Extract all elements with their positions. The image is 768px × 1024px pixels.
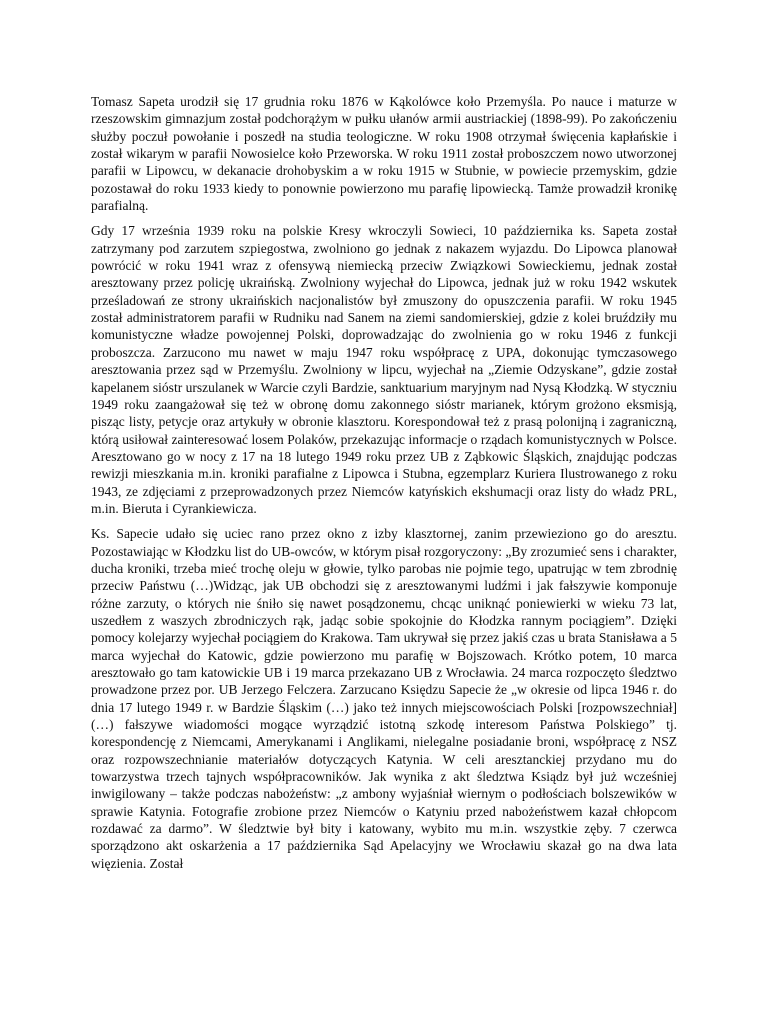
paragraph-biography: Tomasz Sapeta urodził się 17 grudnia roku 1876 w Kąkolówce koło Przemyśla. Po nauce i maturze w rzeszowskim gimnazjum został podchorążym w pułku ułanów armii austriackiej (1898-99). Po zakończeniu służby poczuł powołanie i poszedł na studia teologiczne. W roku 1908 otrzymał święcenia kapłańskie i został wikarym w parafii Nowosielce koło Przeworska. W roku 1911 został proboszczem nowo utworzonej parafii w Lipowcu, w dekanacie drohobyskim a w roku 1915 w Stubnie, w powiecie przemyskim, gdzie pozostawał do roku 1933 kiedy to ponownie powierzono mu parafię lipowiecką. Tamże prowadził kronikę parafialną.: [91, 94, 677, 214]
paragraph-escape-and-trial: Ks. Sapecie udało się uciec rano przez okno z izby klasztornej, zanim przewieziono go do aresztu. Pozostawiając w Kłodzku list do UB-owców, w którym pisał rozgoryczony: „By zrozumieć sens i charakter, ducha kroniki, trzeba mieć trochę oleju w głowie, tylko parobas nie pojmie tego, upatrując w tem zbrodnię przeciw Państwu (…)Widząc, jak UB obchodzi się z aresztowanymi ludźmi i jak fałszywie komponuje różne zarzuty, o których nie śniło się nawet posądzonemu, chcąc uniknąć poniewierki w wieku 73 lat, uszedłem z waszych zbrodniczych rąk, jadąc sobie spokojnie do Kłodzka rannym pociągiem”. Dzięki pomocy kolejarzy wyjechał pociągiem do Krakowa. Tam ukrywał się przez jakiś czas u brata Stanisława a 5 marca wyjechał do Katowic, gdzie powierzono mu parafię w Bojszowach. Krótko potem, 10 marca aresztowało go tam katowickie UB i 19 marca przekazano UB z Wrocławia. 24 marca rozpoczęto śledztwo prowadzone przez por. UB Jerzego Felczera. Zarzucano Księdzu Sapecie że „w okresie od lipca 1946 r. do dnia 17 lutego 1949 r. w Bardzie Śląskim (…) jako też innych miejscowościach Polski [rozpowszechniał] (…) fałszywe wiadomości mogące wyrządzić istotną szkodę interesom Państwa Polskiego” tj. korespondencję z Niemcami, Amerykanami i Anglikami, nielegalne posiadanie broni, współpracę z NSZ oraz rozpowszechnianie materiałów dotyczących Katynia. W celi aresztanckiej przydano mu do towarzystwa trzech tajnych współpracowników. Jak wynika z akt śledztwa Ksiądz był już wcześniej inwigilowany – także podczas nabożeństw: „z ambony wyjaśniał wiernym o podłościach bolszewików w sprawie Katynia. Fotografie zrobione przez Niemców o Katyniu przed nabożeństwem kazał chłopcom rozdawać za darmo”. W śledztwie był bity i katowany, wybito mu m.in. wszystkie zęby. 7 czerwca sporządzono akt oskarżenia a 17 października Sąd Apelacyjny we Wrocławiu skazał go na dwa lata więzienia. Został: [91, 526, 677, 871]
paragraph-soviet-occupation: Gdy 17 września 1939 roku na polskie Kresy wkroczyli Sowieci, 10 października ks. Sapeta został zatrzymany pod zarzutem szpiegostwa, zwolniono go jednak z nakazem wyjazdu. Do Lipowca planował powrócić w roku 1941 wraz z ofensywą niemiecką przeciw Związkowi Sowieckiemu, jednak został aresztowany przez policję ukraińską. Zwolniony wyjechał do Lipowca, jednak już w roku 1942 wskutek prześladowań ze strony ukraińskich nacjonalistów był zmuszony do opuszczenia parafii. W roku 1945 został administratorem parafii w Rudniku nad Sanem na ziemi sandomierskiej, gdzie z kolei bruździły mu komunistyczne władze powojennej Polski, doprowadzając do zwolnienia go w roku 1946 z funkcji proboszcza. Zarzucono mu nawet w maju 1947 roku współpracę z UPA, dokonując tymczasowego aresztowania przez sąd w Przemyślu. Zwolniony w lipcu, wyjechał na „Ziemie Odzyskane”, gdzie został kapelanem sióstr urszulanek w Warcie czyli Bardzie, sanktuarium maryjnym nad Nysą Kłodzką. W styczniu 1949 roku zaangażował się też w obronę domu zakonnego sióstr marianek, którym grożono eksmisją, pisząc listy, petycje oraz artykuły w obronie klasztoru. Korespondował też z prasą polonijną i zagraniczną, którą usiłował zainteresować losem Polaków, przekazując informacje o rządach komunistycznych w Polsce. Aresztowano go w nocy z 17 na 18 lutego 1949 roku przez UB z Ząbkowic Śląskich, znajdując podczas rewizji mieszkania m.in. kroniki parafialne z Lipowca i Stubna, egzemplarz Kuriera Ilustrowanego z roku 1943, ze zdjęciami z przeprowadzonych przez Niemców katyńskich ekshumacji oraz listy do władz PRL, m.in. Bieruta i Cyrankiewicza.: [91, 223, 677, 516]
document-page: [91, 93, 677, 880]
